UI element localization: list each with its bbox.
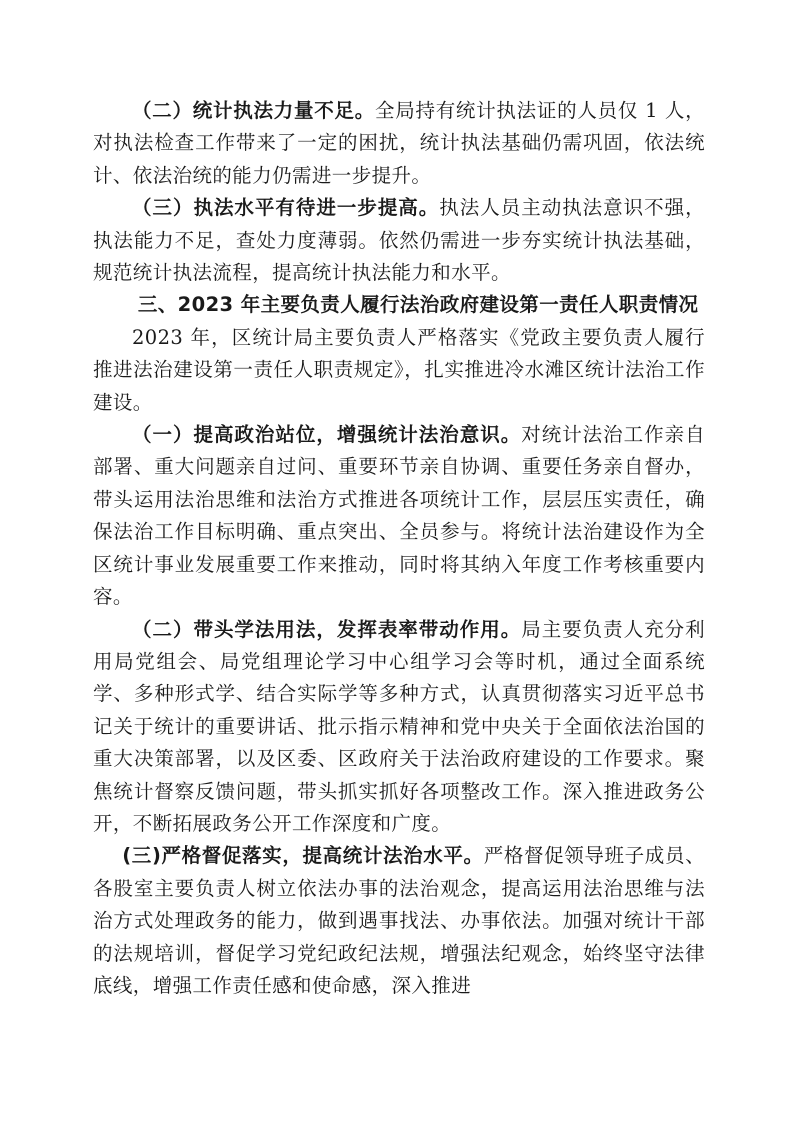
paragraph-text: 对统计法治工作亲自部署、重大问题亲自过问、重要环节亲自协调、重要任务亲自督办，带头运用法治思维和法治方式推进各项统计工作，层层压实责任，确保法治工作目标明确、重点突出、全员参与。将统计法治建设作为全区统计事业发展重要工作来推动，同时将其纳入年度工作考核重要内容。: [93, 423, 705, 609]
paragraph-enforcement-level: [93, 192, 705, 289]
paragraph-lead: （三）执法水平有待进一步提高。: [132, 196, 440, 220]
paragraph-lead: （二）带头学法用法，发挥表率带动作用。: [132, 617, 522, 641]
document-body: [93, 95, 705, 1002]
section-heading: 三、2023 年主要负责人履行法治政府建设第一责任人职责情况: [137, 293, 699, 317]
paragraph-lead: （二）统计执法力量不足。: [132, 99, 375, 122]
paragraph-lead: (三)严格督促落实，提高统计法治水平。: [122, 844, 484, 868]
paragraph-text: 严格督促领导班子成员、各股室主要负责人树立依法办事的法治观念，提高运用法治思维与法治方式处理政务的能力，做到遇事找法、办事依法。加强对统计干部的法规培训，督促学习党纪政纪法规，增强法纪观念，始终坚守法律底线，增强工作责任感和使命感，深入推进: [93, 844, 705, 997]
paragraph-enforcement-staff: [93, 95, 705, 192]
paragraph-political-stance: [93, 419, 705, 613]
paragraph-text: 执法人员主动执法意识不强，执法能力不足，查处力度薄弱。依然仍需进一步夯实统计执法基础，规范统计执法流程，提高统计执法能力和水平。: [93, 196, 705, 285]
paragraph-text: 局主要负责人充分利用局党组会、局党组理论学习中心组学习会等时机，通过全面系统学、多种形式学、结合实际学等多种方式，认真贯彻落实习近平总书记关于统计的重要讲话、批示指示精神和党中央关于全面依法治国的重大决策部署，以及区委、区政府关于法治政府建设的工作要求。聚焦统计督察反馈问题，带头抓实抓好各项整改工作。深入推进政务公开，不断拓展政务公开工作深度和广度。: [93, 617, 705, 835]
paragraph-lead: （一）提高政治站位，增强统计法治意识。: [132, 423, 522, 447]
paragraph-supervise-implementation: [93, 840, 705, 1002]
paragraph-text: 全局持有统计执法证的人员仅 1 人，对执法检查工作带来了一定的困扰，统计执法基础仍需巩固，依法统计、依法治统的能力仍需进一步提升。: [93, 99, 705, 187]
intro-paragraph: 2023 年，区统计局主要负责人严格落实《党政主要负责人履行推进法治建设第一责任人职责规定》，扎实推进冷水滩区统计法治工作建设。: [93, 325, 705, 414]
paragraph-lead-by-example: [93, 614, 705, 841]
